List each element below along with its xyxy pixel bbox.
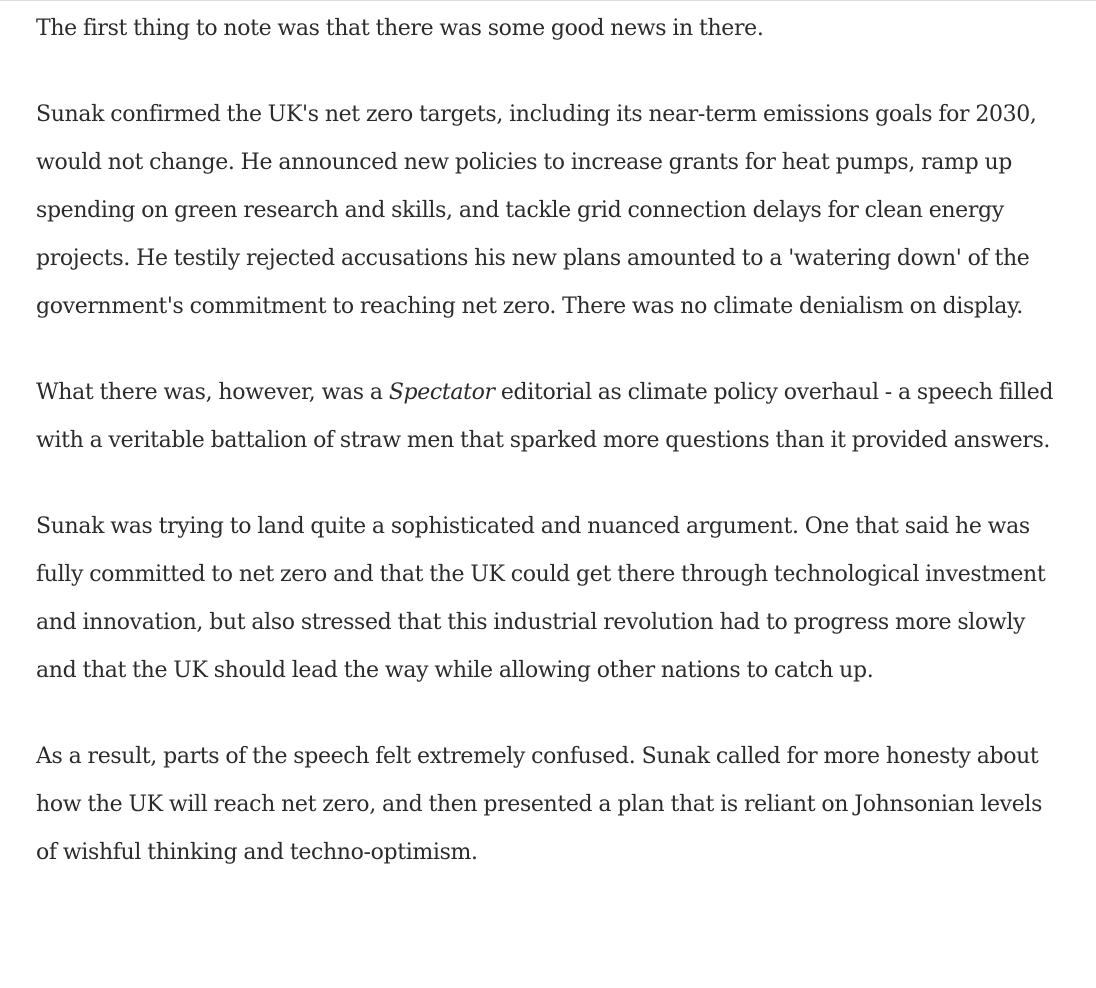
paragraph-good-news: The first thing to note was that there was some good news in there.: [36, 16, 764, 41]
publication-name: Spectator: [388, 380, 495, 405]
paragraph-confused-speech: As a result, parts of the speech felt extremely confused. Sunak called for more honesty about how the UK will reach net zero, and then presented a plan that is reliant on Johnsonian levels of wishful thinking and techno-optimism.: [36, 744, 1043, 865]
paragraph-text-after: editorial as climate policy overhaul - a speech filled with a veritable battalion of straw men that sparked more questions than it provided answers.: [36, 380, 1054, 453]
top-divider: [0, 0, 1096, 1]
paragraph-net-zero-targets: Sunak confirmed the UK's net zero targets, including its near-term emissions goals for 2030, would not change. He announced new policies to increase grants for heat pumps, ramp up spending on green research and skills, and tackle grid connection delays for clean energy projects. He testily rejected accusations his new plans amounted to a 'watering down' of the government's commitment to reaching net zero. There was no climate denialism on display.: [36, 102, 1037, 319]
article-body: [36, 5, 1066, 915]
paragraph-text-before: What there was, however, was a: [36, 380, 389, 405]
paragraph-spectator-editorial: [36, 369, 1066, 465]
paragraph-nuanced-argument: Sunak was trying to land quite a sophisticated and nuanced argument. One that said he was fully committed to net zero and that the UK could get there through technological investment and innovation, but also stressed that this industrial revolution had to progress more slowly and that the UK should lead the way while allowing other nations to catch up.: [36, 514, 1046, 683]
